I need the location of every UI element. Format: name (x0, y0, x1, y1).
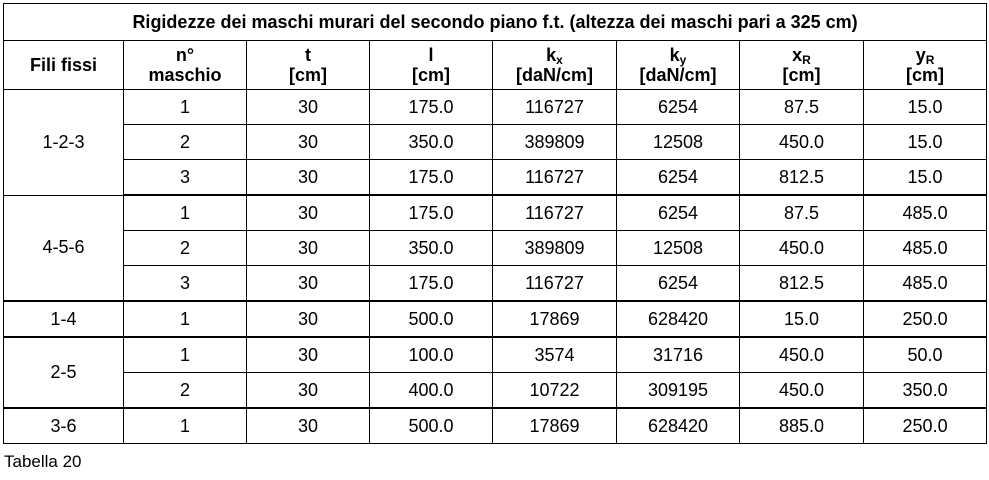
header-ky-unit: [daN/cm] (639, 65, 717, 85)
cell-yr: 485.0 (864, 266, 987, 302)
cell-ky: 12508 (617, 231, 740, 266)
table-row (4, 337, 987, 373)
table-title: Rigidezze dei maschi murari del secondo piano f.t. (altezza dei maschi pari a 325 cm) (4, 4, 987, 41)
header-row (4, 41, 987, 90)
cell-yr: 50.0 (864, 337, 987, 373)
cell-n: 3 (124, 266, 247, 302)
fili-fissi-cell: 1-4 (4, 301, 124, 337)
fili-fissi-cell: 3-6 (4, 408, 124, 444)
cell-xr: 450.0 (740, 125, 864, 160)
cell-yr: 15.0 (864, 90, 987, 125)
fili-fissi-cell: 4-5-6 (4, 195, 124, 301)
cell-t: 30 (247, 125, 370, 160)
cell-l: 175.0 (370, 195, 493, 231)
cell-kx: 389809 (493, 125, 617, 160)
cell-n: 1 (124, 301, 247, 337)
header-xr-subscript: R (802, 53, 811, 67)
header-l-top: l (428, 45, 434, 65)
cell-n: 3 (124, 160, 247, 196)
cell-l: 100.0 (370, 337, 493, 373)
header-xr-symbol: x (792, 45, 803, 65)
cell-xr: 450.0 (740, 373, 864, 409)
cell-xr: 15.0 (740, 301, 864, 337)
cell-yr: 485.0 (864, 195, 987, 231)
cell-ky: 6254 (617, 160, 740, 196)
cell-ky: 628420 (617, 408, 740, 444)
cell-ky: 628420 (617, 301, 740, 337)
cell-ky: 6254 (617, 266, 740, 302)
header-ky (617, 41, 740, 90)
cell-kx: 116727 (493, 160, 617, 196)
cell-kx: 116727 (493, 195, 617, 231)
header-n-maschio (124, 41, 247, 90)
cell-n: 1 (124, 337, 247, 373)
table-row (4, 301, 987, 337)
cell-yr: 485.0 (864, 231, 987, 266)
header-t (247, 41, 370, 90)
header-l-unit: [cm] (411, 65, 450, 85)
cell-xr: 450.0 (740, 231, 864, 266)
cell-t: 30 (247, 337, 370, 373)
cell-yr: 350.0 (864, 373, 987, 409)
header-kx-symbol: k (546, 45, 557, 65)
header-kx-unit: [daN/cm] (515, 65, 593, 85)
cell-yr: 250.0 (864, 408, 987, 444)
header-l (370, 41, 493, 90)
table-row (4, 373, 987, 409)
cell-yr: 15.0 (864, 125, 987, 160)
cell-n: 1 (124, 90, 247, 125)
cell-l: 175.0 (370, 160, 493, 196)
table-caption: Tabella 20 (4, 452, 82, 471)
cell-ky: 6254 (617, 90, 740, 125)
cell-xr: 87.5 (740, 195, 864, 231)
cell-xr: 885.0 (740, 408, 864, 444)
table-row (4, 408, 987, 444)
cell-l: 500.0 (370, 408, 493, 444)
cell-kx: 116727 (493, 90, 617, 125)
header-n-maschio-top: n° (175, 45, 195, 65)
stiffness-table (3, 3, 987, 444)
header-kx-subscript: x (556, 53, 563, 67)
header-t-top: t (305, 45, 311, 65)
cell-t: 30 (247, 373, 370, 409)
cell-kx: 116727 (493, 266, 617, 302)
cell-n: 2 (124, 373, 247, 409)
cell-yr: 250.0 (864, 301, 987, 337)
cell-xr: 812.5 (740, 266, 864, 302)
header-t-unit: [cm] (288, 65, 327, 85)
header-fili-fissi: Fili fissi (4, 41, 124, 90)
header-kx-top (493, 45, 616, 65)
table-row (4, 231, 987, 266)
cell-t: 30 (247, 408, 370, 444)
cell-l: 175.0 (370, 266, 493, 302)
fili-fissi-cell: 2-5 (4, 337, 124, 408)
cell-n: 1 (124, 408, 247, 444)
cell-l: 350.0 (370, 231, 493, 266)
header-xr (740, 41, 864, 90)
cell-t: 30 (247, 195, 370, 231)
header-yr-subscript: R (925, 53, 935, 67)
cell-ky: 6254 (617, 195, 740, 231)
header-ky-symbol: k (669, 45, 680, 65)
cell-l: 500.0 (370, 301, 493, 337)
cell-t: 30 (247, 90, 370, 125)
cell-n: 2 (124, 231, 247, 266)
cell-l: 175.0 (370, 90, 493, 125)
cell-ky: 309195 (617, 373, 740, 409)
header-n-maschio-bottom: maschio (148, 65, 222, 85)
header-ky-subscript: y (679, 53, 687, 67)
cell-l: 400.0 (370, 373, 493, 409)
table-row (4, 160, 987, 196)
cell-t: 30 (247, 301, 370, 337)
header-xr-unit: [cm] (782, 65, 821, 85)
cell-t: 30 (247, 231, 370, 266)
fili-fissi-cell: 1-2-3 (4, 90, 124, 196)
header-xr-top (740, 45, 863, 65)
cell-kx: 17869 (493, 408, 617, 444)
cell-ky: 31716 (617, 337, 740, 373)
cell-kx: 17869 (493, 301, 617, 337)
cell-n: 1 (124, 195, 247, 231)
cell-t: 30 (247, 266, 370, 302)
header-yr (864, 41, 987, 90)
table-body (4, 90, 987, 444)
header-ky-top (617, 45, 739, 65)
cell-ky: 12508 (617, 125, 740, 160)
header-kx (493, 41, 617, 90)
cell-n: 2 (124, 125, 247, 160)
header-yr-top (864, 45, 986, 65)
cell-xr: 812.5 (740, 160, 864, 196)
cell-t: 30 (247, 160, 370, 196)
table-row (4, 90, 987, 125)
cell-xr: 87.5 (740, 90, 864, 125)
table-row (4, 195, 987, 231)
table-row (4, 125, 987, 160)
cell-kx: 389809 (493, 231, 617, 266)
header-yr-unit: [cm] (906, 65, 945, 85)
cell-l: 350.0 (370, 125, 493, 160)
cell-kx: 10722 (493, 373, 617, 409)
cell-yr: 15.0 (864, 160, 987, 196)
cell-kx: 3574 (493, 337, 617, 373)
cell-xr: 450.0 (740, 337, 864, 373)
table-row (4, 266, 987, 302)
header-yr-symbol: y (915, 45, 926, 65)
